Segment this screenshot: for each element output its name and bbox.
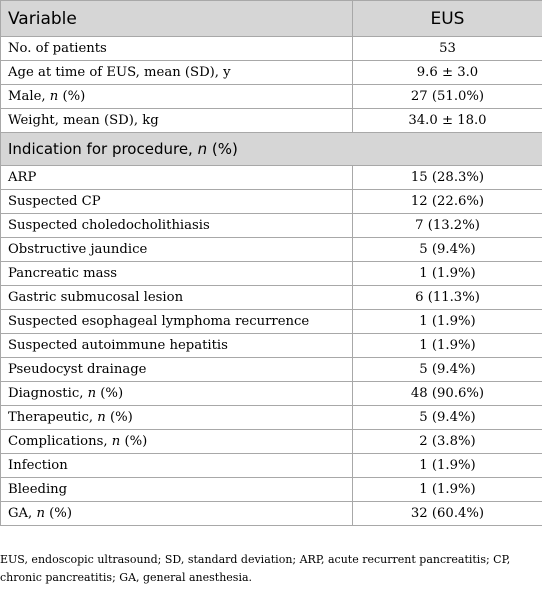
row-label	[1, 310, 353, 334]
row-label	[1, 85, 353, 109]
row-label	[1, 334, 353, 358]
row-label-text: ARP	[8, 169, 37, 185]
table-row	[1, 502, 542, 526]
row-label-suffix: (%)	[120, 433, 148, 449]
table-row	[1, 382, 542, 406]
row-label	[1, 358, 353, 382]
row-label-text: Weight, mean (SD), kg	[8, 112, 159, 128]
footnote-line-2: chronic pancreatitis; GA, general anesthesia.	[0, 571, 253, 584]
row-label-text: GA,	[8, 505, 37, 521]
row-value: 5 (9.4%)	[353, 406, 542, 430]
footnote-line-1: EUS, endoscopic ultrasound; SD, standard deviation; ARP, acute recurrent pancreatitis; CP,	[0, 553, 511, 566]
row-value: 32 (60.4%)	[353, 502, 542, 526]
row-value: 1 (1.9%)	[353, 334, 542, 358]
row-label-italic: n	[49, 88, 59, 104]
row-label	[1, 502, 353, 526]
row-label	[1, 238, 353, 262]
table-row	[1, 334, 542, 358]
row-label	[1, 286, 353, 310]
row-value: 12 (22.6%)	[353, 190, 542, 214]
row-label	[1, 262, 353, 286]
row-label-text: Obstructive jaundice	[8, 241, 148, 257]
table-row	[1, 85, 542, 109]
row-value: 1 (1.9%)	[353, 454, 542, 478]
row-label-italic: n	[87, 385, 97, 401]
row-value: 27 (51.0%)	[353, 85, 542, 109]
table-header-row	[1, 1, 542, 37]
row-label-italic: n	[111, 433, 121, 449]
table-footnote	[0, 551, 540, 587]
section-title-suffix: (%)	[207, 140, 238, 158]
row-label	[1, 109, 353, 133]
row-value: 1 (1.9%)	[353, 478, 542, 502]
row-label	[1, 190, 353, 214]
row-value: 48 (90.6%)	[353, 382, 542, 406]
row-label	[1, 37, 353, 61]
row-value: 9.6 ± 3.0	[353, 61, 542, 85]
row-label	[1, 166, 353, 190]
section-title-italic: n	[197, 140, 208, 158]
table-row	[1, 61, 542, 85]
table-row	[1, 262, 542, 286]
row-label-text: Suspected CP	[8, 193, 101, 209]
table-row	[1, 109, 542, 133]
table-row	[1, 310, 542, 334]
section-title	[1, 133, 542, 166]
row-label-text: Gastric submucosal lesion	[8, 289, 184, 305]
row-label-text: Suspected esophageal lymphoma recurrence	[8, 313, 310, 329]
row-label-text: Suspected autoimmune hepatitis	[8, 337, 228, 353]
section-header-row	[1, 133, 542, 166]
row-label	[1, 382, 353, 406]
row-label-text: No. of patients	[8, 40, 107, 56]
row-label-suffix: (%)	[58, 88, 86, 104]
row-label-text: Diagnostic,	[8, 385, 88, 401]
row-label-text: Complications,	[8, 433, 112, 449]
row-label-text: Male,	[8, 88, 50, 104]
table-row	[1, 406, 542, 430]
row-label	[1, 214, 353, 238]
row-label-italic: n	[97, 409, 106, 425]
row-value: 5 (9.4%)	[353, 238, 542, 262]
table-row	[1, 478, 542, 502]
row-value: 5 (9.4%)	[353, 358, 542, 382]
row-value: 6 (11.3%)	[353, 286, 542, 310]
row-value: 15 (28.3%)	[353, 166, 542, 190]
row-label-text: Therapeutic,	[8, 409, 98, 425]
row-label-text: Infection	[8, 457, 68, 473]
header-variable: Variable	[1, 1, 353, 37]
row-value: 7 (13.2%)	[353, 214, 542, 238]
row-label	[1, 430, 353, 454]
row-value: 34.0 ± 18.0	[353, 109, 542, 133]
row-label-text: Suspected choledocholithiasis	[8, 217, 210, 233]
row-label	[1, 406, 353, 430]
table-row	[1, 430, 542, 454]
row-label-text: Pseudocyst drainage	[8, 361, 147, 377]
row-value: 1 (1.9%)	[353, 310, 542, 334]
table-row	[1, 37, 542, 61]
header-eus: EUS	[353, 1, 542, 37]
row-label-italic: n	[36, 505, 45, 521]
table-row	[1, 286, 542, 310]
table-row	[1, 238, 542, 262]
row-label-text: Pancreatic mass	[8, 265, 117, 281]
table-row	[1, 358, 542, 382]
row-value: 2 (3.8%)	[353, 430, 542, 454]
row-label-text: Age at time of EUS, mean (SD), y	[8, 64, 231, 80]
table-row	[1, 166, 542, 190]
row-label-suffix: (%)	[44, 505, 72, 521]
row-label-suffix: (%)	[105, 409, 133, 425]
table-row	[1, 190, 542, 214]
table-row	[1, 454, 542, 478]
table-row	[1, 214, 542, 238]
row-label	[1, 478, 353, 502]
row-value: 1 (1.9%)	[353, 262, 542, 286]
row-label	[1, 61, 353, 85]
row-label	[1, 454, 353, 478]
section-title-text: Indication for procedure,	[8, 140, 198, 158]
row-label-text: Bleeding	[8, 481, 68, 497]
row-value: 53	[353, 37, 542, 61]
row-label-suffix: (%)	[96, 385, 124, 401]
